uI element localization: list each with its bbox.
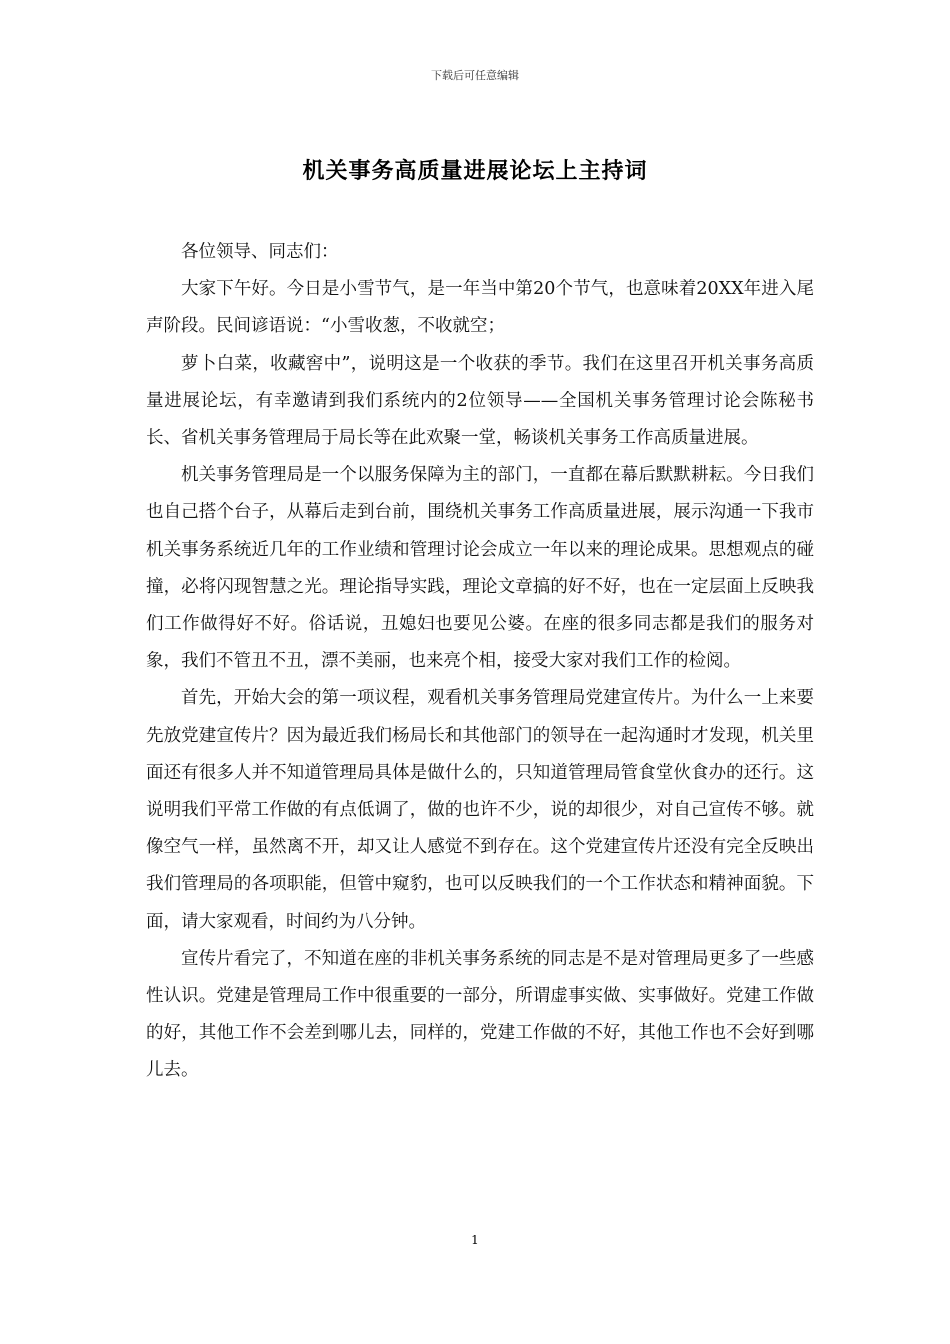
page-number: 1 [471,1233,479,1247]
document-title: 机关事务高质量进展论坛上主持词 [302,158,648,184]
page-header-note: 下载后可任意编辑 [431,69,519,82]
paragraph: 宣传片看完了，不知道在座的非机关事务系统的同志是不是对管理局更多了一些感性认识。党建是管理局工作中很重要的一部分，所谓虚事实做、实事做好。党建工作做的好，其他工作不会差到哪儿去，同样的，党建工作做的不好，其他工作也不会好到哪儿去。 [146,948,814,1081]
paragraph: 机关事务管理局是一个以服务保障为主的部门，一直都在幕后默默耕耘。今日我们也自己搭个台子，从幕后走到台前，围绕机关事务工作高质量进展，展示沟通一下我市机关事务系统近几年的工作业绩和管理讨论会成立一年以来的理论成果。思想观点的碰撞，必将闪现智慧之光。理论指导实践，理论文章搞的好不好，也在一定层面上反映我们工作做得好不好。俗话说，丑媳妇也要见公婆。在座的很多同志都是我们的服务对象，我们不管丑不丑，漂不美丽，也来亮个相，接受大家对我们工作的检阅。 [146,465,814,672]
paragraph: 大家下午好。今日是小雪节气，是一年当中第20个节气，也意味着20XX年进入尾声阶段。民间谚语说：“小雪收葱，不收就空； [146,279,814,337]
paragraph: 萝卜白菜，收藏窖中”，说明这是一个收获的季节。我们在这里召开机关事务高质量进展论坛，有幸邀请到我们系统内的2位领导——全国机关事务管理讨论会陈秘书长、省机关事务管理局于局长等在此欢聚一堂，畅谈机关事务工作高质量进展。 [146,353,814,449]
paragraph-salutation: 各位领导、同志们： [181,242,339,262]
document-body [146,234,814,1090]
paragraph: 首先，开始大会的第一项议程，观看机关事务管理局党建宣传片。为什么一上来要先放党建宣传片？因为最近我们杨局长和其他部门的领导在一起沟通时才发现，机关里面还有很多人并不知道管理局具体是做什么的，只知道管理局管食堂伙食办的还行。这说明我们平常工作做的有点低调了，做的也许不少，说的却很少，对自己宣传不够。就像空气一样，虽然离不开，却又让人感觉不到存在。这个党建宣传片还没有完全反映出我们管理局的各项职能，但管中窥豹，也可以反映我们的一个工作状态和精神面貌。下面，请大家观看，时间约为八分钟。 [146,688,814,932]
